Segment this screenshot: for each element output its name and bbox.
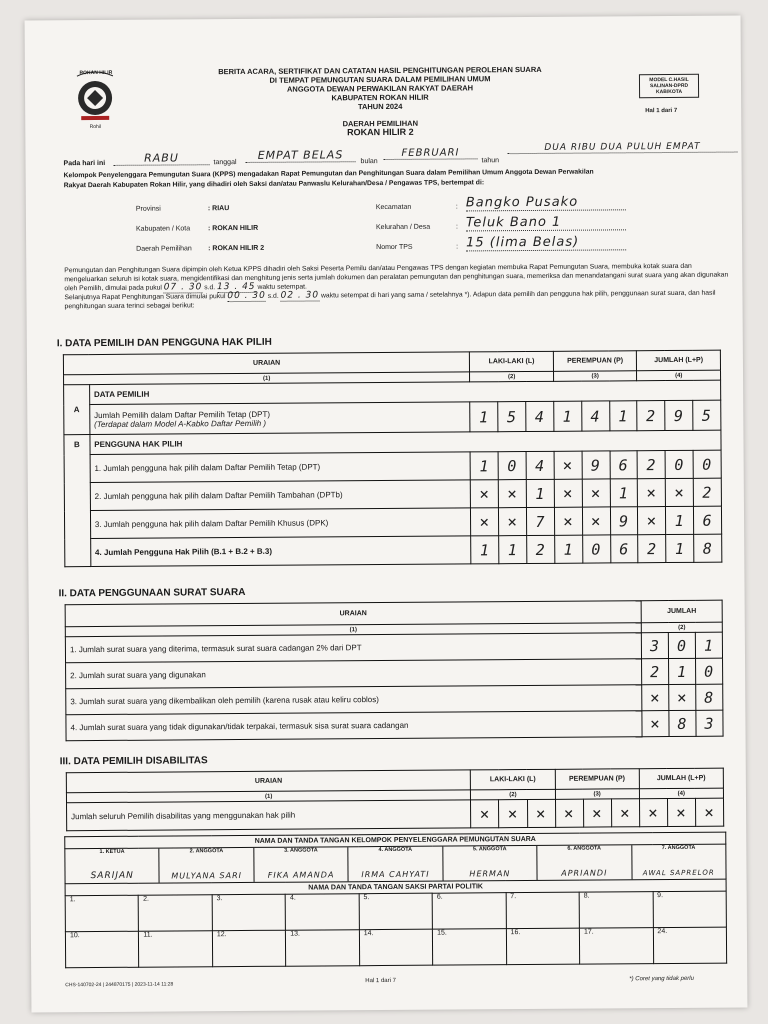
- s1-n3: (3): [553, 371, 637, 382]
- footer-note: *) Coret yang tidak perlu: [629, 975, 694, 983]
- kpps-title: NAMA DAN TANDA TANGAN KELOMPOK PENYELENGGARA PEMUNGUTAN SUARA: [65, 832, 726, 849]
- signature-slot[interactable]: [65, 849, 160, 884]
- dapil-value: : ROKAN HILIR 2: [208, 244, 265, 253]
- s2-col-uraian: URAIAN: [65, 601, 641, 627]
- provinsi-label: Provinsi: [135, 205, 161, 213]
- member-role: 5. ANGGOTA: [472, 846, 507, 853]
- paragraph-block: [64, 262, 736, 312]
- digit-cell[interactable]: 0: [498, 452, 526, 480]
- digit-cell[interactable]: 2: [693, 478, 721, 506]
- kpps-signature-row: [65, 844, 726, 884]
- table-row: [65, 534, 722, 567]
- digit-cell[interactable]: ×: [611, 799, 639, 827]
- provinsi-value: : RIAU: [207, 205, 230, 213]
- s3-col-j: JUMLAH (L+P): [639, 768, 723, 789]
- logo-text: ROKAN HILIR: [79, 69, 113, 77]
- saksi-slot[interactable]: 10.: [65, 931, 139, 968]
- kec-label: Kecamatan: [375, 203, 412, 212]
- s3-col-l: LAKI-LAKI (L): [471, 769, 555, 790]
- s1-b-title: PENGGUNA HAK PILIH: [90, 430, 721, 454]
- dapil-label: Daerah Pemilihan: [136, 245, 192, 253]
- intro-line-2: Kelompok Penyelenggara Pemungutan Suara (KPPS) mengadakan Rapat Pemungutan dan Penghitungan Suara dalam Pemilihan Umum Anggota Dewan Perwakilan: [63, 168, 594, 180]
- table-row: [67, 798, 724, 831]
- s3-n1: (1): [66, 790, 470, 803]
- paragraph-1-end: waktu setempat.: [257, 283, 307, 291]
- member-name: SARIJAN: [90, 870, 134, 882]
- saksi-slot[interactable]: 2.: [139, 895, 213, 932]
- s1-a-row-label: Jumlah Pemilih dalam Daftar Pemilih Tetap (DPT): [94, 409, 271, 420]
- member-role: 4. ANGGOTA: [378, 846, 413, 854]
- s2-row3-label: 3. Jumlah surat suara yang dikembalikan oleh pemilih (karena rusak atau keliru coblos): [66, 685, 642, 715]
- digit-cell[interactable]: 6: [694, 506, 722, 534]
- digit-cell[interactable]: 0: [665, 450, 693, 478]
- footer-page: Hal 1 dari 7: [365, 977, 396, 985]
- digit-cell[interactable]: ×: [554, 479, 582, 507]
- saksi-slot[interactable]: 7.: [506, 892, 580, 929]
- digit-cell[interactable]: 1: [609, 401, 637, 431]
- digit-cell[interactable]: 8: [694, 534, 722, 562]
- s1-b1-label: 1. Jumlah pengguna hak pilih dalam Daftar Pemilih Tetap (DPT): [90, 452, 471, 483]
- member-name: HERMAN: [469, 869, 511, 879]
- s2-row1-label: 1. Jumlah surat suara yang diterima, termasuk surat suara cadangan 2% dari DPT: [65, 633, 641, 663]
- section-1-title: I. DATA PEMILIH DAN PENGGUNA HAK PILIH: [56, 336, 272, 350]
- digit-cell[interactable]: ×: [471, 480, 499, 508]
- digit-cell[interactable]: 1: [666, 534, 694, 562]
- digit-cell[interactable]: 4: [526, 401, 554, 431]
- section-2-title: II. DATA PENGGUNAAN SURAT SUARA: [58, 586, 246, 600]
- member-role: 3. ANGGOTA: [284, 847, 318, 854]
- table-row: [64, 400, 721, 435]
- signature-table: [64, 832, 727, 969]
- digit-cell[interactable]: ×: [527, 799, 555, 827]
- document-title: [175, 65, 585, 139]
- digit-cell[interactable]: 1: [526, 479, 554, 507]
- s3-row-label: Jumlah seluruh Pemilih disabilitas yang menggunakan hak pilih: [67, 800, 472, 831]
- member-name: MULYANA SARI: [171, 871, 243, 881]
- digit-cell[interactable]: ×: [582, 479, 610, 507]
- digit-cell[interactable]: 8: [696, 684, 723, 710]
- digit-cell[interactable]: 1: [499, 536, 527, 564]
- tahun-label: tahun: [481, 157, 500, 165]
- tanggal-label: tanggal: [213, 159, 237, 167]
- s1-col-uraian: URAIAN: [63, 352, 469, 375]
- signature-slot[interactable]: [254, 847, 349, 882]
- digit-cell[interactable]: 2: [637, 401, 665, 431]
- section-1-table: [63, 350, 722, 568]
- signature-slot[interactable]: [632, 845, 726, 880]
- digit-cell[interactable]: 1: [666, 506, 694, 534]
- digit-cell[interactable]: ×: [554, 451, 582, 479]
- digit-cell[interactable]: 0: [668, 632, 695, 658]
- digit-cell[interactable]: 2: [642, 659, 669, 685]
- digit-cell[interactable]: ×: [471, 508, 499, 536]
- s1-b3-label: 3. Jumlah pengguna hak pilih dalam Daftar Pemilih Khusus (DPK): [90, 508, 471, 539]
- saksi-slot[interactable]: 15.: [433, 929, 507, 966]
- s3-col-uraian: URAIAN: [66, 770, 471, 793]
- digit-cell[interactable]: 1: [554, 401, 582, 431]
- section-3-title: III. DATA PEMILIH DISABILITAS: [59, 755, 208, 768]
- digit-cell[interactable]: 2: [638, 535, 666, 563]
- kab-value: : ROKAN HILIR: [207, 224, 259, 233]
- pada-hari-label: Pada hari ini: [63, 159, 106, 168]
- s1-b4-label: 4. Jumlah Pengguna Hak Pilih (B.1 + B.2 + B.3): [90, 536, 471, 567]
- member-role: 1. KETUA: [99, 848, 125, 856]
- saksi-slot[interactable]: 8.: [579, 892, 653, 929]
- digit-cell[interactable]: ×: [638, 507, 666, 535]
- sd-2: s.d.: [267, 292, 279, 300]
- s1-col-j: JUMLAH (L+P): [637, 350, 721, 371]
- saksi-slot[interactable]: 3.: [212, 894, 286, 931]
- kec-field[interactable]: Bangko Pusako: [466, 194, 626, 211]
- section-2-table: [65, 600, 724, 742]
- s1-a-code: A: [64, 385, 90, 435]
- region-name: ROKAN HILIR 2: [347, 126, 414, 138]
- s2-col-j: JUMLAH: [641, 600, 722, 623]
- signature-slot[interactable]: [349, 847, 444, 882]
- digit-cell[interactable]: 7: [527, 507, 555, 535]
- kpu-logo: [71, 68, 119, 132]
- s1-b-code: B: [64, 435, 91, 567]
- digit-cell[interactable]: ×: [555, 799, 583, 827]
- signature-slot[interactable]: [443, 846, 538, 881]
- digit-cell[interactable]: ×: [554, 507, 582, 535]
- digit-cell[interactable]: 4: [581, 401, 609, 431]
- kpu-emblem-icon: [71, 68, 119, 132]
- s2-row2-label: 2. Jumlah surat suara yang digunakan: [66, 659, 642, 689]
- s2-n1: (1): [65, 623, 641, 637]
- model-box: [639, 74, 699, 98]
- signature-slot[interactable]: [160, 848, 255, 883]
- saksi-slot[interactable]: 1.: [65, 895, 139, 932]
- saksi-slot[interactable]: 5.: [359, 893, 433, 930]
- digit-cell[interactable]: 0: [696, 658, 723, 684]
- digit-cell[interactable]: ×: [499, 800, 527, 828]
- kel-label: Kelurahan / Desa: [375, 223, 431, 232]
- s3-n3: (3): [555, 789, 639, 800]
- kel-field[interactable]: Teluk Bano 1: [466, 214, 626, 231]
- tps-label: Nomor TPS: [376, 243, 413, 252]
- saksi-row-1: [65, 891, 726, 932]
- digit-cell[interactable]: ×: [669, 684, 696, 710]
- location-block: Provinsi : RIAU Kabupaten / Kota : ROKAN HILIR Daerah Pemilihan : ROKAN HILIR 2 Kecamatan : Bangko Pusako Kelurahan / Desa : Teluk Bano 1 Nomor TPS : 15 (lima Belas): [136, 202, 696, 266]
- digit-cell[interactable]: ×: [471, 800, 499, 828]
- saksi-slot[interactable]: 17.: [579, 928, 653, 965]
- time-start-1[interactable]: 07 . 30: [163, 282, 203, 293]
- saksi-slot[interactable]: 13.: [286, 930, 360, 967]
- digit-cell[interactable]: 1: [610, 479, 638, 507]
- digit-cell[interactable]: 2: [637, 451, 665, 479]
- s3-n4: (4): [639, 788, 723, 799]
- saksi-slot[interactable]: 14.: [359, 929, 433, 966]
- paragraph-2-rest: waktu setempat di hari yang sama / setelahnya *). Adapun data pemilih dan pengguna hak pilih, penggunaan surat suara, dan hasil penghitungan suara terinci sebagai berikut:: [64, 289, 716, 311]
- digit-cell[interactable]: 3: [696, 710, 723, 736]
- digit-cell[interactable]: 5: [498, 402, 526, 432]
- digit-cell[interactable]: 0: [582, 535, 610, 563]
- tps-field[interactable]: 15 (lima Belas): [466, 234, 626, 251]
- digit-cell[interactable]: 1: [471, 536, 499, 564]
- saksi-slot[interactable]: 12.: [212, 930, 286, 967]
- footer-code: CHS-140702-24 | 244870175 | 2023-11-14 11:28: [65, 981, 174, 989]
- time-end-1[interactable]: 13 . 45: [217, 281, 256, 293]
- member-name: IRMA CAHYATI: [361, 869, 430, 880]
- title-line-2: DI TEMPAT PEMUNGUTAN SUARA DALAM PEMILIHAN UMUM: [269, 74, 491, 85]
- sd-1: s.d.: [204, 284, 216, 292]
- digit-cell[interactable]: 6: [610, 535, 638, 563]
- member-role: 7. ANGGOTA: [661, 844, 696, 852]
- time-start-2[interactable]: 00 . 30: [227, 290, 266, 302]
- digit-cell[interactable]: 1: [470, 452, 498, 480]
- s2-n2: (2): [641, 622, 722, 633]
- digit-cell[interactable]: ×: [642, 685, 669, 711]
- digit-cell[interactable]: 9: [582, 451, 610, 479]
- kab-label: Kabupaten / Kota: [135, 225, 191, 233]
- bulan-label: bulan: [360, 158, 378, 166]
- model-line-2: SALINAN-DPRD: [649, 82, 689, 90]
- logo-sub: Rohil: [89, 123, 102, 131]
- digit-cell[interactable]: 1: [695, 632, 722, 658]
- digit-cell[interactable]: ×: [582, 507, 610, 535]
- saksi-slot[interactable]: 24.: [653, 927, 727, 964]
- title-line-3: ANGGOTA DEWAN PERWAKILAN RAKYAT DAERAH: [286, 83, 474, 94]
- digit-cell[interactable]: ×: [639, 799, 667, 827]
- s1-a-title: DATA PEMILIH: [89, 380, 720, 404]
- page-indicator: Hal 1 dari 7: [645, 107, 678, 115]
- member-name: APRIANDI: [561, 868, 608, 878]
- paragraph-2: Selanjutnya Rapat Penghitungan Suara dimulai pukul: [64, 293, 226, 302]
- digit-cell[interactable]: ×: [695, 798, 723, 826]
- member-role: 2. ANGGOTA: [189, 848, 224, 855]
- digit-cell[interactable]: 9: [665, 400, 693, 430]
- saksi-slot[interactable]: 16.: [506, 928, 580, 965]
- table-row: [66, 710, 723, 741]
- member-name: FIKA AMANDA: [267, 870, 335, 880]
- digit-cell[interactable]: 0: [693, 450, 721, 478]
- digit-cell[interactable]: 8: [669, 710, 696, 736]
- s1-a-row-sub: (Terdapat dalam Model A-Kabko Daftar Pemilih ): [94, 418, 267, 429]
- title-line-5: TAHUN 2024: [357, 101, 403, 112]
- hari-field[interactable]: RABU: [113, 151, 209, 166]
- s2-row4-label: 4. Jumlah surat suara yang tidak digunakan/tidak terpakai, termasuk sisa surat suara cadangan: [66, 711, 642, 741]
- digit-cell[interactable]: 1: [555, 535, 583, 563]
- saksi-slot[interactable]: 4.: [285, 894, 359, 931]
- digit-cell[interactable]: ×: [638, 479, 666, 507]
- intro-line-3: Rakyat Daerah Kabupaten Rokan Hilir, yang dihadiri oleh Saksi dan/atau Panwaslu Kelurahan/Desa / Pengawas TPS, bertempat di:: [63, 179, 485, 190]
- digit-cell[interactable]: 4: [526, 451, 554, 479]
- digit-cell[interactable]: ×: [583, 799, 611, 827]
- saksi-row-2: [65, 927, 726, 968]
- tanggal-field[interactable]: EMPAT BELAS: [245, 148, 355, 163]
- paragraph-1: Pemungutan dan Penghitungan Suara dipimpin oleh Ketua KPPS dihadiri oleh Saksi Peserta Pemilu dan/atau Pengawas TPS dengan kegiatan membuka Rapat Pemungutan Suara, membuka kotak suara dan mengeluarkan seluruh isi kotak suara, mengidentifikasi dan menghitung jenis serta jumlah dokumen dan peralatan pemungutan dan penghitungan suara, memeriksa dan menandatangani surat suara yang akan digunakan oleh Pemilih, dimulai pada pukul: [64, 262, 729, 293]
- member-name: AWAL SAPRELOR: [642, 868, 715, 878]
- digit-cell[interactable]: ×: [499, 508, 527, 536]
- model-line-1: MODEL C.HASIL: [649, 76, 689, 84]
- s1-b2-label: 2. Jumlah pengguna hak pilih dalam Daftar Pemilih Tambahan (DPTb): [90, 480, 471, 511]
- s1-n1: (1): [64, 372, 470, 385]
- saksi-slot[interactable]: 6.: [432, 893, 506, 930]
- digit-cell[interactable]: 1: [470, 402, 498, 432]
- digit-cell[interactable]: 1: [669, 658, 696, 684]
- digit-cell[interactable]: 2: [527, 535, 555, 563]
- s1-col-l: LAKI-LAKI (L): [470, 351, 554, 372]
- digit-cell[interactable]: 6: [610, 451, 638, 479]
- saksi-slot[interactable]: 9.: [653, 891, 727, 928]
- bulan-field[interactable]: FEBRUARI: [383, 147, 477, 160]
- s3-n2: (2): [471, 789, 555, 800]
- digit-cell[interactable]: 5: [693, 400, 721, 430]
- s1-n4: (4): [637, 370, 721, 381]
- tahun-field[interactable]: DUA RIBU DUA PULUH EMPAT: [507, 142, 737, 155]
- digit-cell[interactable]: ×: [666, 478, 694, 506]
- s3-col-p: PEREMPUAN (P): [555, 769, 639, 790]
- time-end-2[interactable]: 02 . 30: [280, 290, 320, 301]
- saksi-slot[interactable]: 11.: [139, 931, 213, 968]
- digit-cell[interactable]: 9: [610, 507, 638, 535]
- digit-cell[interactable]: ×: [642, 711, 669, 737]
- member-role: 6. ANGGOTA: [567, 845, 601, 852]
- saksi-title: NAMA DAN TANDA TANGAN SAKSI PARTAI POLITIK: [65, 879, 726, 896]
- digit-cell[interactable]: ×: [498, 480, 526, 508]
- section-3-table: [66, 768, 724, 832]
- digit-cell[interactable]: ×: [667, 798, 695, 826]
- s1-n2: (2): [470, 371, 554, 382]
- title-line-1: BERITA ACARA, SERTIFIKAT DAN CATATAN HASIL PENGHITUNGAN PEROLEHAN SUARA: [218, 64, 542, 77]
- region-label: DAERAH PEMILIHAN: [342, 118, 419, 129]
- s1-col-p: PEREMPUAN (P): [553, 351, 637, 372]
- signature-slot[interactable]: [537, 845, 632, 880]
- form-page: [25, 16, 748, 1013]
- model-line-3: KAB/KOTA: [656, 88, 683, 96]
- title-line-4: KABUPATEN ROKAN HILIR: [331, 92, 429, 103]
- digit-cell[interactable]: 3: [641, 633, 668, 659]
